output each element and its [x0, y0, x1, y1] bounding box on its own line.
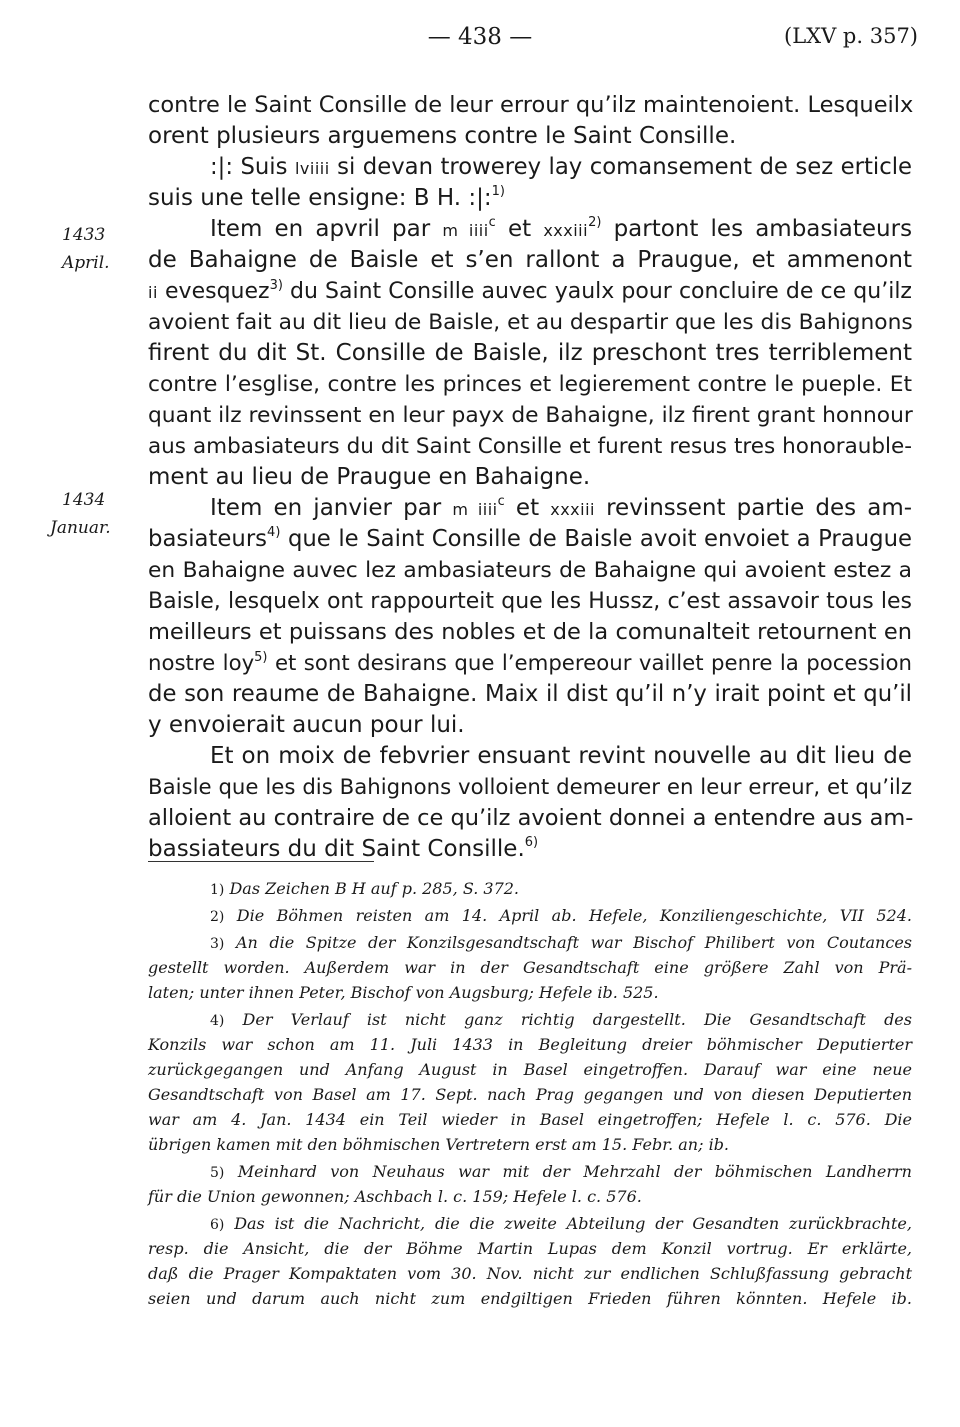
footnoted-word [165, 279, 283, 304]
footnote-ref: 4) [267, 525, 281, 541]
roman-numeral: m iiii [452, 500, 498, 519]
text-line: aus ambasiateurs du dit Saint Consille et furent resus tres honorauble- [148, 434, 912, 459]
footnote-ref: 5) [254, 649, 268, 665]
text-line: alloient au contraire de ce qu’ilz avoient donnei a entendre aus am- [148, 805, 914, 831]
footnote-line: Gesandtschaft von Basel am 17. Sept. nach Prag gegangen und von diesen Deputierten [148, 1085, 912, 1104]
footnote-line: daß die Prager Kompaktaten vom 30. Nov. nicht zur endlichen Schlußfassung gebracht [148, 1264, 912, 1283]
footnote-line: übrigen kamen mit den böhmischen Vertretern erst am 15. Febr. an; ib. [148, 1135, 730, 1154]
footnote-text: Das ist die Nachricht, die die zweite Abteilung der Gesandten zurückbrachte, [234, 1214, 912, 1233]
footnote-number: 4) [210, 1013, 225, 1029]
footnote-text: Meinhard von Neuhaus war mit der Mehrzahl der böhmischen Landherrn [237, 1162, 912, 1181]
text-line: Et on moix de febvrier ensuant revint nouvelle au dit lieu de [210, 743, 912, 769]
text-fragment: du Saint Consille auvec yaulx pour concluire de ce qu’ilz [290, 279, 912, 304]
text-fragment: evesquez [165, 279, 270, 304]
footnote-number: 3) [210, 936, 225, 952]
text-fragment: bassiateurs du dit Saint Consille. [148, 836, 525, 862]
footnote-number: 1) [210, 882, 225, 898]
footnote-number: 2) [210, 909, 225, 925]
text-line: firent du dit St. Consille de Baisle, ilz preschont tres terriblement [148, 340, 912, 366]
footnote-line: laten; unter ihnen Peter, Bischof von Augsburg; Hefele ib. 525. [148, 983, 659, 1002]
text-line: Baisle, lesquelx ont rappourteit que les Hussz, c’est assavoir tous les [148, 589, 912, 614]
footnote-number: 5) [210, 1165, 225, 1181]
text-line: ment au lieu de Praugue en Bahaigne. [148, 464, 591, 490]
page-reference: (LXV p. 357) [784, 24, 918, 48]
text-fragment: Item en apvril par [210, 216, 431, 242]
footnote-line: Konzils war schon am 11. Juli 1433 in Begleitung dreier böhmischer Deputierter [148, 1035, 912, 1054]
margin-month: April. [62, 253, 110, 273]
text-fragment: et [507, 216, 532, 242]
text-line: y envoierait aucun pour lui. [148, 712, 465, 738]
roman-numeral-group [543, 216, 601, 242]
footnote-ref: 6) [524, 835, 539, 851]
text-line: de Bahaigne de Baisle et s’en rallont a Praugue, et ammenont [148, 247, 912, 273]
superscript-c: c [488, 215, 496, 231]
text-line: quant ilz revinssent en leur payx de Bahaigne, ilz firent grant honnour [148, 403, 913, 428]
text-line: avoient fait au dit lieu de Baisle, et au despartir que les dis Bahignons [148, 310, 913, 335]
text-line: contre l’esglise, contre les princes et legierement contre le pueple. Et [148, 372, 912, 397]
text-fragment: nostre loy [148, 651, 255, 676]
footnote-text: An die Spitze der Konzilsgesandtschaft war Bischof Philibert von Coutances [235, 933, 912, 952]
roman-numeral: xxxiii [543, 221, 589, 240]
text-fragment: et [515, 495, 540, 521]
text-fragment: suis une telle ensigne: B H. :|: [148, 185, 492, 211]
text-line [148, 214, 912, 245]
footnote-text: Die Böhmen reisten am 14. April ab. Hefele, Konziliengeschichte, VII 524. [236, 906, 913, 925]
text-line: de son reaume de Bahaigne. Maix il dist qu’il n’y irait point et qu’il [148, 681, 912, 707]
roman-numeral: m iiii [442, 221, 489, 240]
text-line [148, 493, 912, 524]
text-line [148, 648, 912, 679]
margin-month: Januar. [50, 518, 111, 538]
margin-year: 1433 [62, 225, 106, 245]
roman-numeral-group [442, 216, 495, 242]
roman-numeral: xxxiii [550, 500, 595, 519]
text-line: meilleurs et puissans des nobles et de la comunalteit retournent en [148, 619, 912, 645]
text-fragment: et sont desirans que l’empereour vaillet penre la pocession [274, 651, 912, 676]
footnote-4 [148, 1007, 912, 1032]
text-fragment: revinssent partie des am- [606, 495, 913, 521]
footnote-1 [148, 876, 912, 901]
footnote-6 [148, 1211, 912, 1236]
footnote-ref: 1) [491, 184, 505, 200]
footnoted-word [148, 651, 268, 676]
text-fragment: si devan trowerey lay comansement de sez erticle [337, 154, 913, 180]
footnote-number: 6) [210, 1217, 225, 1233]
footnote-line: für die Union gewonnen; Aschbach l. c. 159; Hefele l. c. 576. [148, 1187, 642, 1206]
text-line: Baisle que les dis Bahignons volloient demeurer en leur erreur, et qu’ilz [148, 775, 912, 800]
footnote-text: Das Zeichen B H auf p. 285, S. 372. [229, 879, 520, 898]
text-fragment: que le Saint Consille de Baisle avoit envoiet a Praugue [287, 526, 912, 552]
superscript-c: c [497, 494, 505, 510]
footnote-ref: 2) [588, 215, 602, 231]
text-line [148, 524, 912, 555]
footnote-5 [148, 1159, 912, 1184]
footnote-line: seien und darum auch nicht zum endgiltigen Frieden führen könnten. Hefele ib. [148, 1289, 912, 1308]
roman-numeral-group [452, 495, 504, 521]
text-line [148, 152, 912, 183]
text-fragment: partont les ambasiateurs [613, 216, 913, 242]
footnote-line: gestellt worden. Außerdem war in der Gesandtschaft eine größere Zahl von Prä- [148, 958, 912, 977]
footnote-ref: 3) [269, 277, 283, 293]
text-line [148, 276, 912, 307]
text-line: orent plusieurs arguemens contre le Saint Consille. [148, 123, 737, 149]
footnote-line: war am 4. Jan. 1434 ein Teil wieder in Basel eingetroffen; Hefele l. c. 576. Die [148, 1110, 912, 1129]
text-fragment: basiateurs [148, 526, 268, 552]
margin-year: 1434 [62, 490, 106, 510]
footnoted-word [148, 526, 280, 552]
text-fragment: :|: Suis [210, 154, 288, 180]
footnote-line: resp. die Ansicht, die der Böhme Martin Lupas dem Konzil vortrug. Er erklärte, [148, 1239, 912, 1258]
footnote-2 [148, 903, 912, 928]
text-line: contre le Saint Consille de leur errour qu’ilz maintenoient. Lesqueilx [148, 92, 914, 118]
page-number: — 438 — [427, 24, 533, 50]
footnote-divider [148, 861, 374, 862]
roman-numeral: ii [148, 283, 158, 302]
roman-numeral: lviiii [294, 159, 330, 178]
text-line: en Bahaigne auvec lez ambasiateurs de Bahaigne qui avoient estez a [148, 558, 912, 583]
footnote-text: Der Verlauf ist nicht ganz richtig dargestellt. Die Gesandtschaft des [242, 1010, 912, 1029]
footnote-3 [148, 930, 912, 955]
text-line [148, 183, 912, 214]
text-fragment: Item en janvier par [210, 495, 442, 521]
footnote-line: zurückgegangen und Anfang August in Basel eingetroffen. Darauf war eine neue [148, 1060, 912, 1079]
